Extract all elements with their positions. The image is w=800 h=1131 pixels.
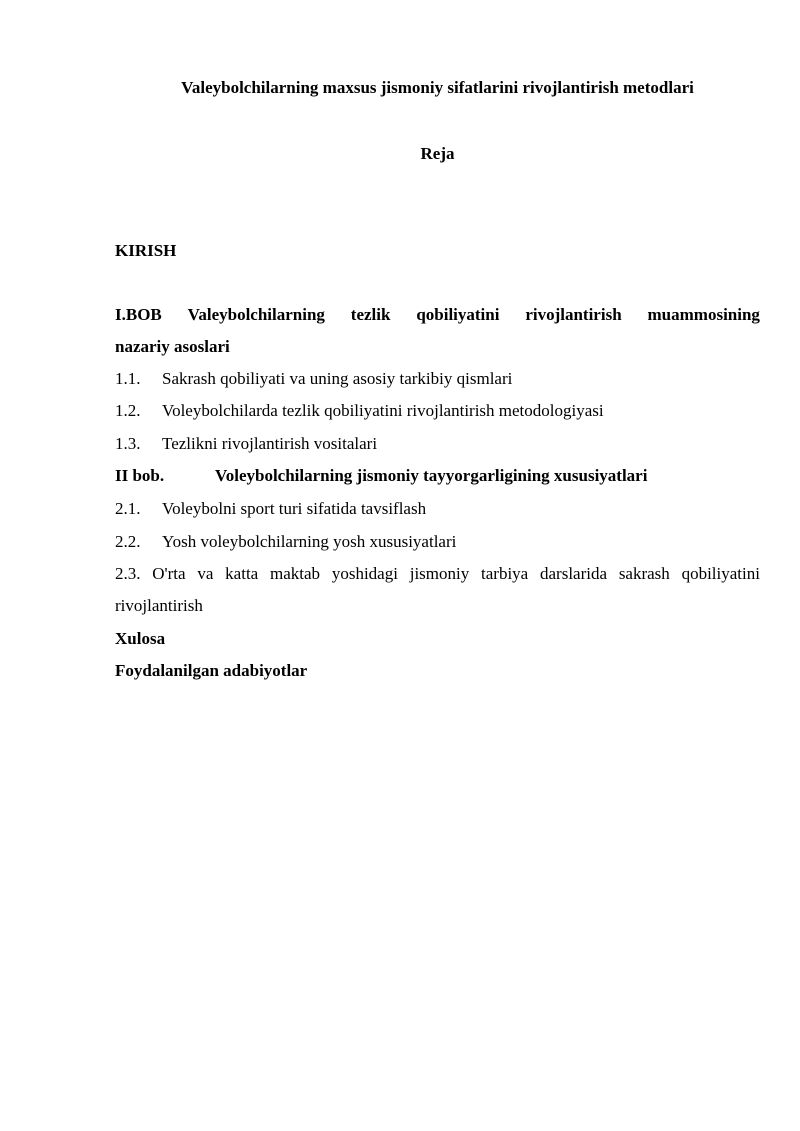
toc-item-number: 2.2. [115,532,141,551]
toc-item-word: tarbiya [481,564,529,583]
toc-item-2-3-line2: rivojlantirish [115,596,203,615]
references-heading: Foydalanilgan adabiyotlar [115,661,308,680]
toc-item-word: jismoniy [409,564,470,583]
toc-item-word: yoshidagi [331,564,398,583]
chapter1-heading-line2: nazariy asoslari [115,337,230,356]
toc-item-word: maktab [270,564,321,583]
chapter1-word: rivojlantirish [525,305,622,324]
toc-item-number: 1.3. [115,434,141,453]
toc-item-word: O'rta [152,564,186,583]
toc-item-text: Tezlikni rivojlantirish vositalari [162,434,378,453]
toc-item-text: Voleybolchilarda tezlik qobiliyatini rivojlantirish metodologiyasi [162,401,604,420]
chapter1-word: qobiliyatini [416,305,500,324]
chapter2-heading [115,465,647,487]
intro-heading: KIRISH [115,241,177,260]
toc-item-1-1 [115,368,512,390]
chapter2-number: II bob. [115,466,165,485]
chapter1-heading-line1 [115,304,760,326]
document-title: Valeybolchilarning maxsus jismoniy sifatlarini rivojlantirish metodlari [181,78,694,97]
toc-item-number: 2.1. [115,499,141,518]
toc-item-word: 2.3. [115,564,141,583]
toc-item-1-3 [115,433,377,455]
toc-item-number: 1.1. [115,369,141,388]
toc-item-number: 1.2. [115,401,141,420]
chapter1-word: Valeybolchilarning [187,305,325,324]
toc-item-2-2 [115,531,456,553]
chapter2-title: Voleybolchilarning jismoniy tayyorgarligining xususiyatlari [215,466,648,485]
chapter1-word: I.BOB [115,305,162,324]
toc-item-1-2 [115,400,604,422]
toc-item-word: va [197,564,214,583]
toc-item-2-3-line1 [115,563,760,585]
toc-item-word: katta [225,564,259,583]
toc-item-2-1 [115,498,426,520]
chapter1-word: tezlik [350,305,391,324]
toc-item-word: darslarida [540,564,608,583]
plan-heading: Reja [420,144,455,163]
toc-item-word: qobiliyatini [681,564,760,583]
toc-item-text: Yosh voleybolchilarning yosh xususiyatlari [162,532,457,551]
toc-item-text: Voleybolni sport turi sifatida tavsiflash [162,499,427,518]
toc-item-text: Sakrash qobiliyati va uning asosiy tarkibiy qismlari [162,369,513,388]
conclusion-heading: Xulosa [115,629,166,648]
toc-item-word: sakrash [618,564,670,583]
chapter1-word: muammosining [647,305,760,324]
